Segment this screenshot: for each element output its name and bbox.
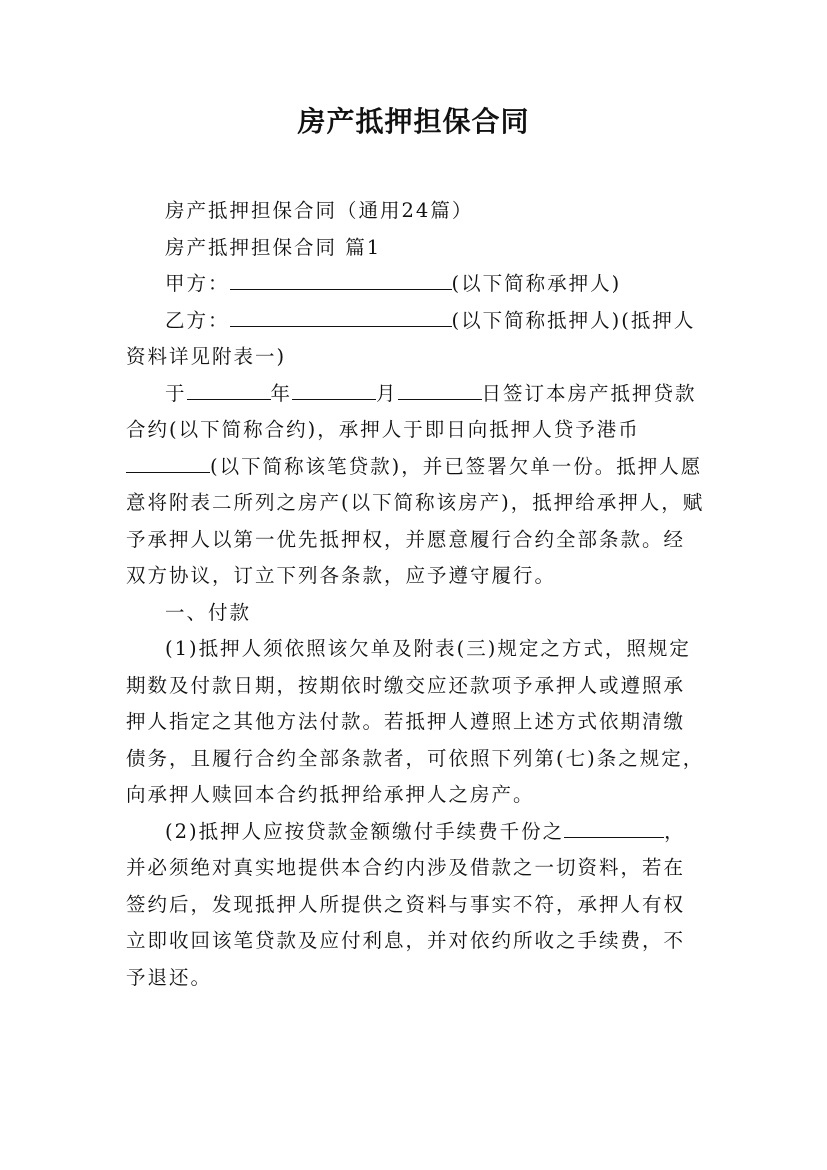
- clause-1-item-2-rest: ，并必须绝对真实地提供本合约内涉及借款之一切资料，若在签约后，发现抵押人所提供之资料与事实不符，承押人有权立即收回该笔贷款及应付利息，并对依约所收之手续费，不予退还。: [126, 819, 686, 989]
- party-b-suffix: (以下简称抵押人)(抵押人资料详见附表一): [126, 308, 696, 368]
- fee-blank: [564, 816, 664, 837]
- intro-paragraph: [126, 376, 706, 595]
- document-title: 房产抵押担保合同: [297, 105, 530, 138]
- intro-month: 月: [376, 381, 398, 405]
- day-blank: [398, 378, 482, 399]
- clause-1-item-2-prefix: (2)抵押人应按贷款金额缴付手续费千份之: [165, 819, 565, 843]
- amount-blank: [126, 451, 210, 472]
- party-a-blank: [230, 269, 452, 290]
- party-b-line: [126, 303, 706, 376]
- document-body: [126, 193, 706, 996]
- clause-1-item-1: (1)抵押人须依照该欠单及附表(三)规定之方式，照规定期数及付款日期，按期依时缴交应还款项予承押人或遵照承押人指定之其他方法付款。若抵押人遵照上述方式依期清缴债务，且履行合约全部条款者，可依照下列第(七)条之规定，向承押人赎回本合约抵押给承押人之房产。: [126, 637, 705, 806]
- intro-prefix: 于: [165, 381, 187, 405]
- document-subtitle: 房产抵押担保合同（通用24篇）: [165, 199, 474, 222]
- section-heading: 房产抵押担保合同 篇1: [165, 235, 382, 259]
- month-blank: [292, 378, 376, 399]
- intro-end: (以下简称该笔贷款)，并已签署欠单一份。抵押人愿意将附表二所列之房产(以下简称该房产)，抵押给承押人，赋予承押人以第一优先抵押权，并愿意履行合约全部条款。经双方协议，订立下列各条款，应予遵守履行。: [126, 454, 705, 587]
- party-a-line: [126, 266, 706, 303]
- party-a-suffix: (以下简称承押人): [451, 272, 622, 295]
- party-a-label: 甲方：: [165, 272, 230, 295]
- party-b-label: 乙方：: [165, 308, 230, 332]
- clause-1-item-2: [126, 814, 706, 997]
- year-blank: [187, 378, 271, 399]
- party-b-blank: [230, 305, 452, 326]
- intro-mid: 日签订本房产抵押贷款合约(以下简称合约)，承押人于即日向抵押人贷予港币: [126, 381, 697, 441]
- intro-year: 年: [270, 381, 293, 405]
- clause-1-heading: 一、付款: [165, 600, 252, 624]
